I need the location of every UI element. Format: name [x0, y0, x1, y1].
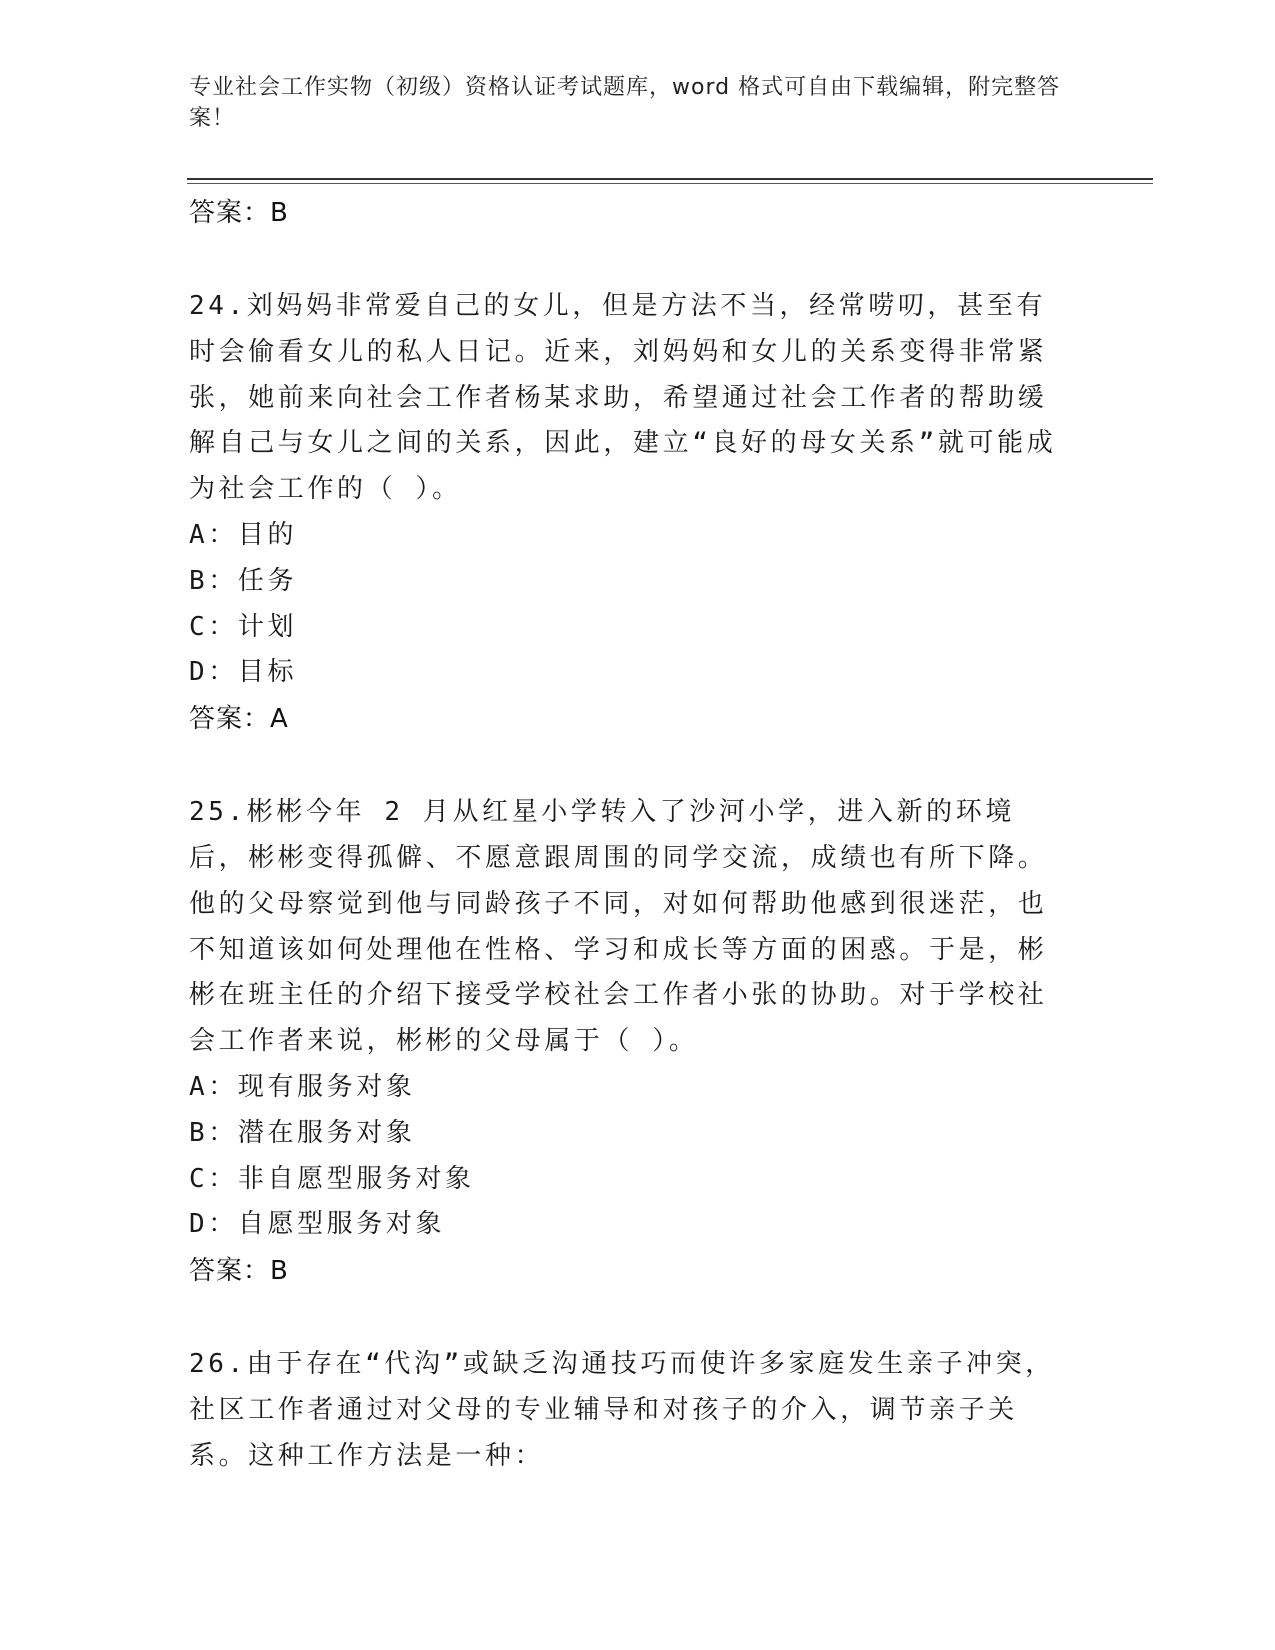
question-26 — [189, 1342, 1089, 1479]
question-stem: 24.刘妈妈非常爱自己的女儿，但是方法不当，经常唠叨，甚至有时会偷看女儿的私人日记。近来，刘妈妈和女儿的关系变得非常紧张，她前来向社会工作者杨某求助，希望通过社会工作者的帮助缓解自己与女儿之间的关系，因此，建立“良好的母女关系”就可能成为社会工作的（ ）。 — [189, 291, 1057, 505]
document-header: 专业社会工作实物（初级）资格认证考试题库，word 格式可自由下载编辑，附完整答案！ — [189, 75, 1061, 131]
question-stem: 26.由于存在“代沟”或缺乏沟通技巧而使许多家庭发生亲子冲突，社区工作者通过对父母的专业辅导和对孩子的介入，调节亲子关系。这种工作方法是一种： — [189, 1349, 1055, 1471]
question-stem: 25.彬彬今年 2 月从红星小学转入了沙河小学，进入新的环境后，彬彬变得孤僻、不愿意跟周围的同学交流，成绩也有所下降。他的父母察觉到他与同龄孩子不同，对如何帮助他感到很迷茫，也不知道该如何处理他在性格、学习和成长等方面的困惑。于是，彬彬在班主任的介绍下接受学校社会工作者小张的协助。对于学校社会工作者来说，彬彬的父母属于（ ）。 — [189, 797, 1048, 1057]
spacer — [189, 742, 1089, 790]
answer-line: 答案：B — [189, 198, 289, 228]
option-c: C：计划 — [189, 611, 298, 642]
answer-line: 答案：B — [189, 1256, 289, 1287]
answer-line: 答案：A — [189, 704, 289, 735]
option-d: D：目标 — [189, 657, 298, 688]
option-a: A：现有服务对象 — [189, 1071, 416, 1102]
spacer — [189, 1294, 1089, 1342]
option-b: B：潜在服务对象 — [189, 1117, 416, 1148]
option-b: B：任务 — [189, 565, 298, 596]
question-24 — [189, 284, 1089, 742]
question-25 — [189, 790, 1089, 1294]
header-divider-thick — [187, 178, 1153, 180]
option-c: C：非自愿型服务对象 — [189, 1163, 475, 1194]
spacer — [189, 236, 1089, 284]
header-divider-thin — [187, 183, 1153, 184]
option-a: A：目的 — [189, 519, 298, 550]
question-content — [189, 190, 1089, 1480]
option-d: D：自愿型服务对象 — [189, 1209, 446, 1240]
